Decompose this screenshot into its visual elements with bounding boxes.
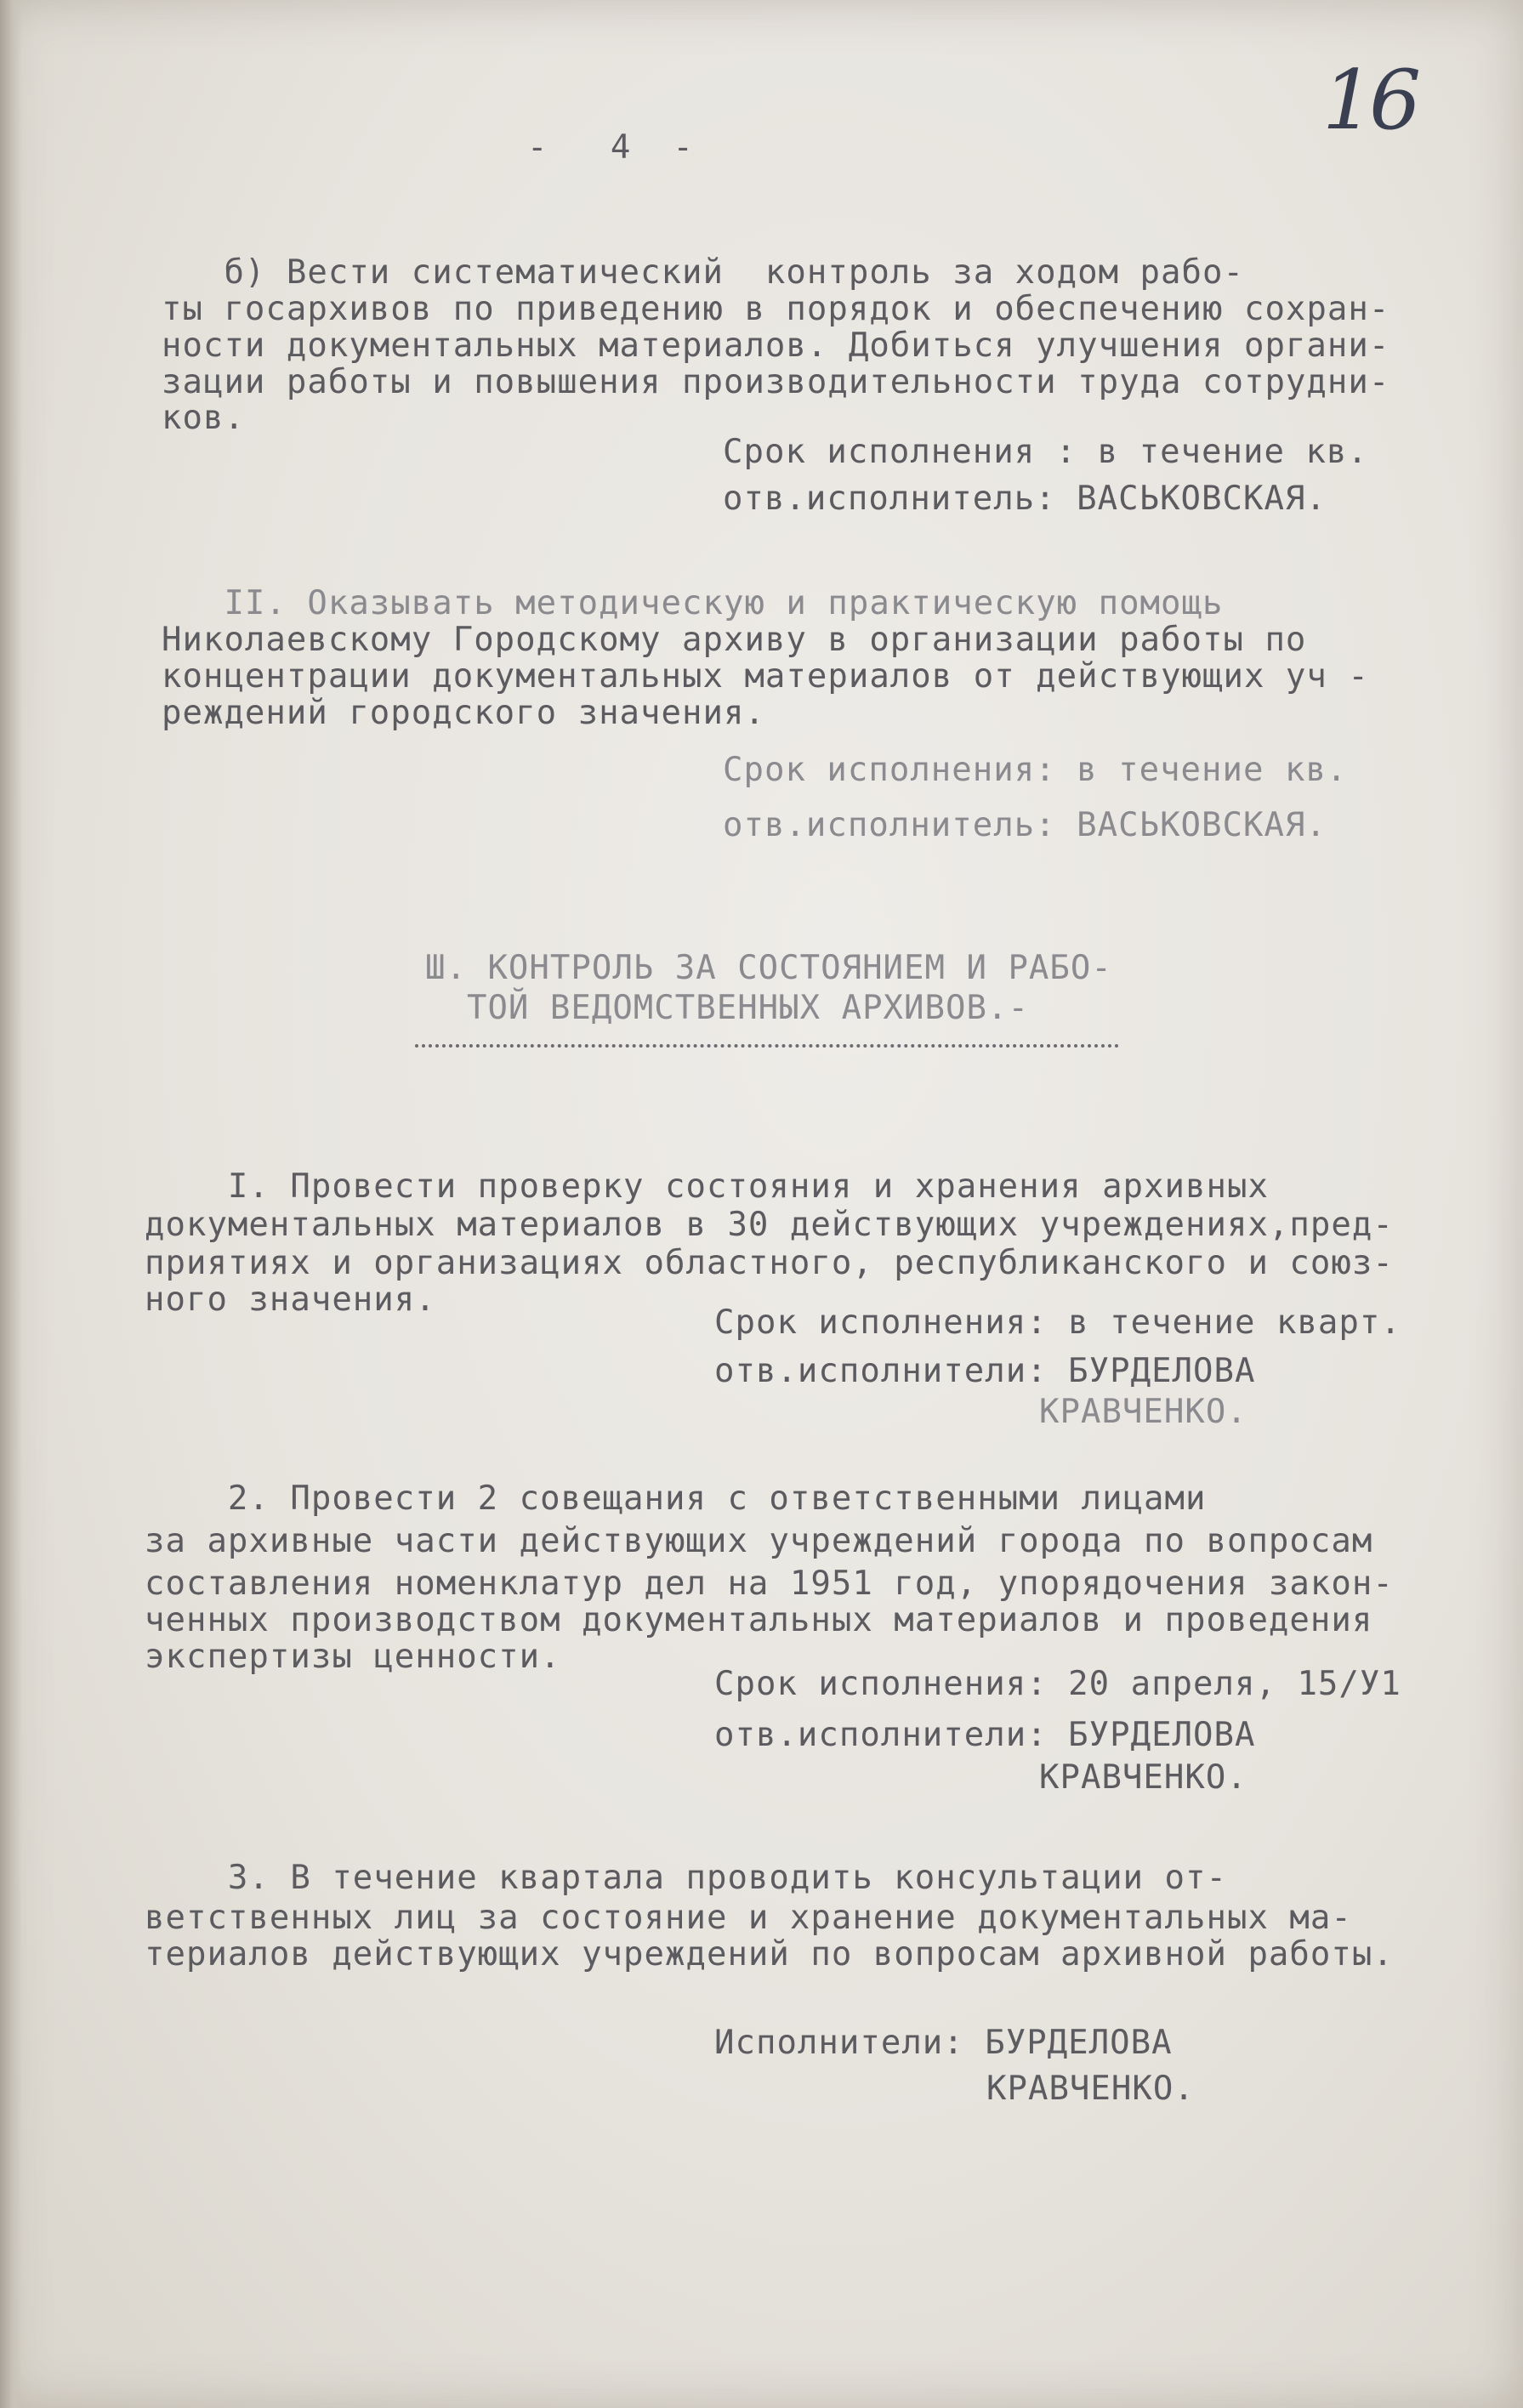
item-3-2-responsible-2: КРАВЧЕНКО. xyxy=(1039,1758,1247,1797)
item-3-1-responsible: отв.исполнители: БУРДЕЛОВА xyxy=(714,1352,1256,1390)
item-3-1-line-1: I. Провести проверку состояния и хранения архивных xyxy=(145,1167,1269,1206)
item-3-2-line-1: 2. Провести 2 совещания с ответственными лицами xyxy=(145,1479,1207,1518)
item-3-2-line-2: за архивные части действующих учреждений города по вопросам xyxy=(145,1522,1373,1560)
item-2-line-1: II. Оказывать методическую и практическую помощь xyxy=(162,584,1224,622)
binding-edge-shadow xyxy=(0,0,22,2408)
item-b-line-2: ты госархивов по приведению в порядок и обеспечению сохран- xyxy=(162,290,1390,328)
section-heading-line-2: ТОЙ ВЕДОМСТВЕННЫХ АРХИВОВ.- xyxy=(425,989,1029,1027)
item-b-line-5: ков. xyxy=(162,399,245,437)
item-b-line-1: б) Вести систематический контроль за ходом рабо- xyxy=(162,253,1244,292)
item-3-2-line-3: составления номенклатур дел на 1951 год, упорядочения закон- xyxy=(145,1565,1394,1603)
item-b-deadline: Срок исполнения : в течение кв. xyxy=(723,433,1368,471)
page-header: - 4 - xyxy=(527,128,694,167)
item-3-1-responsible-2: КРАВЧЕНКО. xyxy=(1039,1393,1247,1431)
item-3-3-line-2: ветственных лиц за состояние и хранение документальных ма- xyxy=(145,1899,1352,1937)
item-3-3-responsible: Исполнители: БУРДЕЛОВА xyxy=(714,2024,1173,2062)
item-2-line-2: Николаевскому Городскому архиву в организации работы по xyxy=(162,621,1307,659)
section-heading-line-1: Ш. КОНТРОЛЬ ЗА СОСТОЯНИЕМ И РАБО- xyxy=(425,949,1112,987)
item-2-line-3: концентрации документальных материалов от действующих уч - xyxy=(162,657,1369,696)
item-3-1-deadline: Срок исполнения: в течение кварт. xyxy=(714,1303,1401,1342)
item-2-deadline: Срок исполнения: в течение кв. xyxy=(723,751,1348,789)
handwritten-sheet-number: 16 xyxy=(1322,53,1417,148)
section-heading-underline xyxy=(415,1044,1119,1048)
item-3-1-line-3: приятиях и организациях областного, республиканского и союз- xyxy=(145,1244,1394,1282)
item-b-line-4: зации работы и повышения производительности труда сотрудни- xyxy=(162,363,1390,401)
item-3-3-line-3: териалов действующих учреждений по вопросам архивной работы. xyxy=(145,1935,1394,1974)
item-3-2-deadline: Срок исполнения: 20 апреля, 15/У1 xyxy=(714,1665,1401,1703)
item-3-1-line-2: документальных материалов в 30 действующих учреждениях,пред- xyxy=(145,1206,1394,1244)
item-3-3-responsible-2: КРАВЧЕНКО. xyxy=(986,2070,1195,2108)
item-3-2-line-4: ченных производством документальных материалов и проведения xyxy=(145,1601,1373,1639)
item-2-line-4: реждений городского значения. xyxy=(162,694,765,732)
item-b-line-3: ности документальных материалов. Добиться улучшения органи- xyxy=(162,327,1390,365)
item-3-2-responsible: отв.исполнители: БУРДЕЛОВА xyxy=(714,1716,1256,1754)
item-3-1-line-4: ного значения. xyxy=(145,1281,436,1319)
item-3-3-line-1: 3. В течение квартала проводить консультации от- xyxy=(145,1859,1227,1897)
item-3-2-line-5: экспертизы ценности. xyxy=(145,1638,561,1676)
item-b-responsible: отв.исполнитель: ВАСЬКОВСКАЯ. xyxy=(723,480,1327,518)
item-2-responsible: отв.исполнитель: ВАСЬКОВСКАЯ. xyxy=(723,806,1327,844)
